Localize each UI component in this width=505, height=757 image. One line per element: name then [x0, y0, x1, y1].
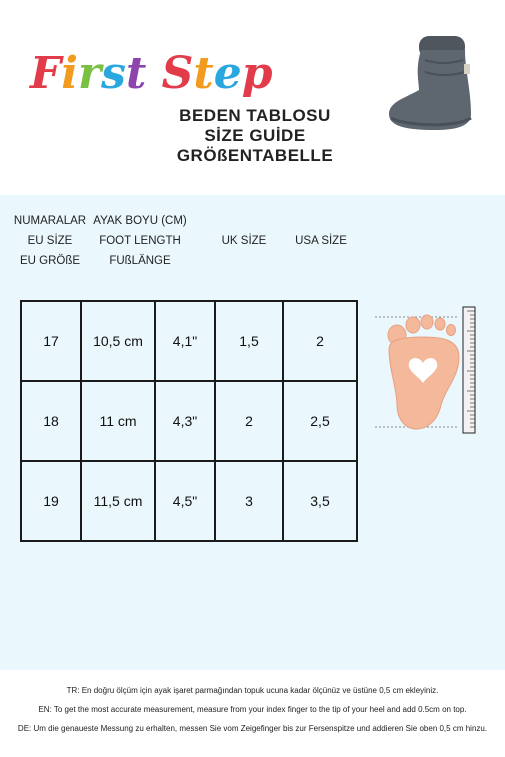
- header-numbers-de: EU GRÖßE: [19, 255, 81, 267]
- table-cell: 18: [21, 381, 81, 461]
- note-en: EN: To get the most accurate measurement, measure from your index finger to the tip of your heel and add 0.5cm on top.: [38, 705, 467, 714]
- ruler-icon: [463, 307, 475, 433]
- table-row: [21, 461, 357, 541]
- bootie-image: [385, 30, 495, 140]
- header-area: [0, 0, 505, 195]
- header-usa: USA SİZE: [295, 235, 347, 247]
- title-tr: BEDEN TABLOSU: [179, 106, 331, 125]
- logo-letter: e: [213, 48, 242, 99]
- brand-logo: [30, 48, 272, 99]
- logo-letter: s: [101, 48, 126, 99]
- logo-letter: r: [77, 48, 102, 99]
- header-foot-length-tr: AYAK BOYU (CM): [93, 215, 187, 227]
- size-table: [20, 300, 358, 542]
- logo-letter: t: [193, 48, 214, 99]
- table-row: [21, 381, 357, 461]
- header-foot-length: [90, 211, 190, 271]
- table-cell: 2: [215, 381, 283, 461]
- logo-letter: [146, 48, 161, 99]
- logo-letter: t: [125, 48, 147, 99]
- header-foot-length-de: FUßLÄNGE: [109, 255, 171, 267]
- logo-letter: F: [30, 48, 62, 99]
- table-cell: 4,1": [155, 301, 215, 381]
- logo-letter: S: [161, 48, 194, 99]
- foot-ruler-illustration: [375, 305, 495, 435]
- title-en: SİZE GUİDE: [204, 126, 306, 145]
- table-cell: 11,5 cm: [81, 461, 155, 541]
- title-de: GRÖßENTABELLE: [176, 146, 334, 165]
- table-cell: 3: [215, 461, 283, 541]
- logo-letter: i: [61, 48, 78, 99]
- table-cell: 4,3": [155, 381, 215, 461]
- header-uk: UK SİZE: [221, 235, 267, 247]
- table-cell: 10,5 cm: [81, 301, 155, 381]
- table-cell: 4,5": [155, 461, 215, 541]
- header-numbers-tr: NUMARALAR: [13, 215, 87, 227]
- table-cell: 3,5: [283, 461, 357, 541]
- table-row: [21, 301, 357, 381]
- table-cell: 19: [21, 461, 81, 541]
- logo-letter: p: [241, 48, 273, 99]
- table-cell: 11 cm: [81, 381, 155, 461]
- header-numbers-en: EU SİZE: [27, 235, 73, 247]
- table-cell: 1,5: [215, 301, 283, 381]
- note-de: DE: Um die genaueste Messung zu erhalten, messen Sie vom Zeigefinger bis zur Fersenspitze und addieren Sie oben 0,5 cm hinzu.: [17, 724, 488, 733]
- title-block: [150, 106, 360, 166]
- table-cell: 2: [283, 301, 357, 381]
- header-numbers: [10, 211, 90, 271]
- header-foot-length-en: FOOT LENGTH: [99, 235, 181, 247]
- table-cell: 2,5: [283, 381, 357, 461]
- table-cell: 17: [21, 301, 81, 381]
- note-tr: TR: En doğru ölçüm için ayak işaret parmağından topuk ucuna kadar ölçünüz ve üstüne 0,5 cm ekleyiniz.: [66, 686, 439, 695]
